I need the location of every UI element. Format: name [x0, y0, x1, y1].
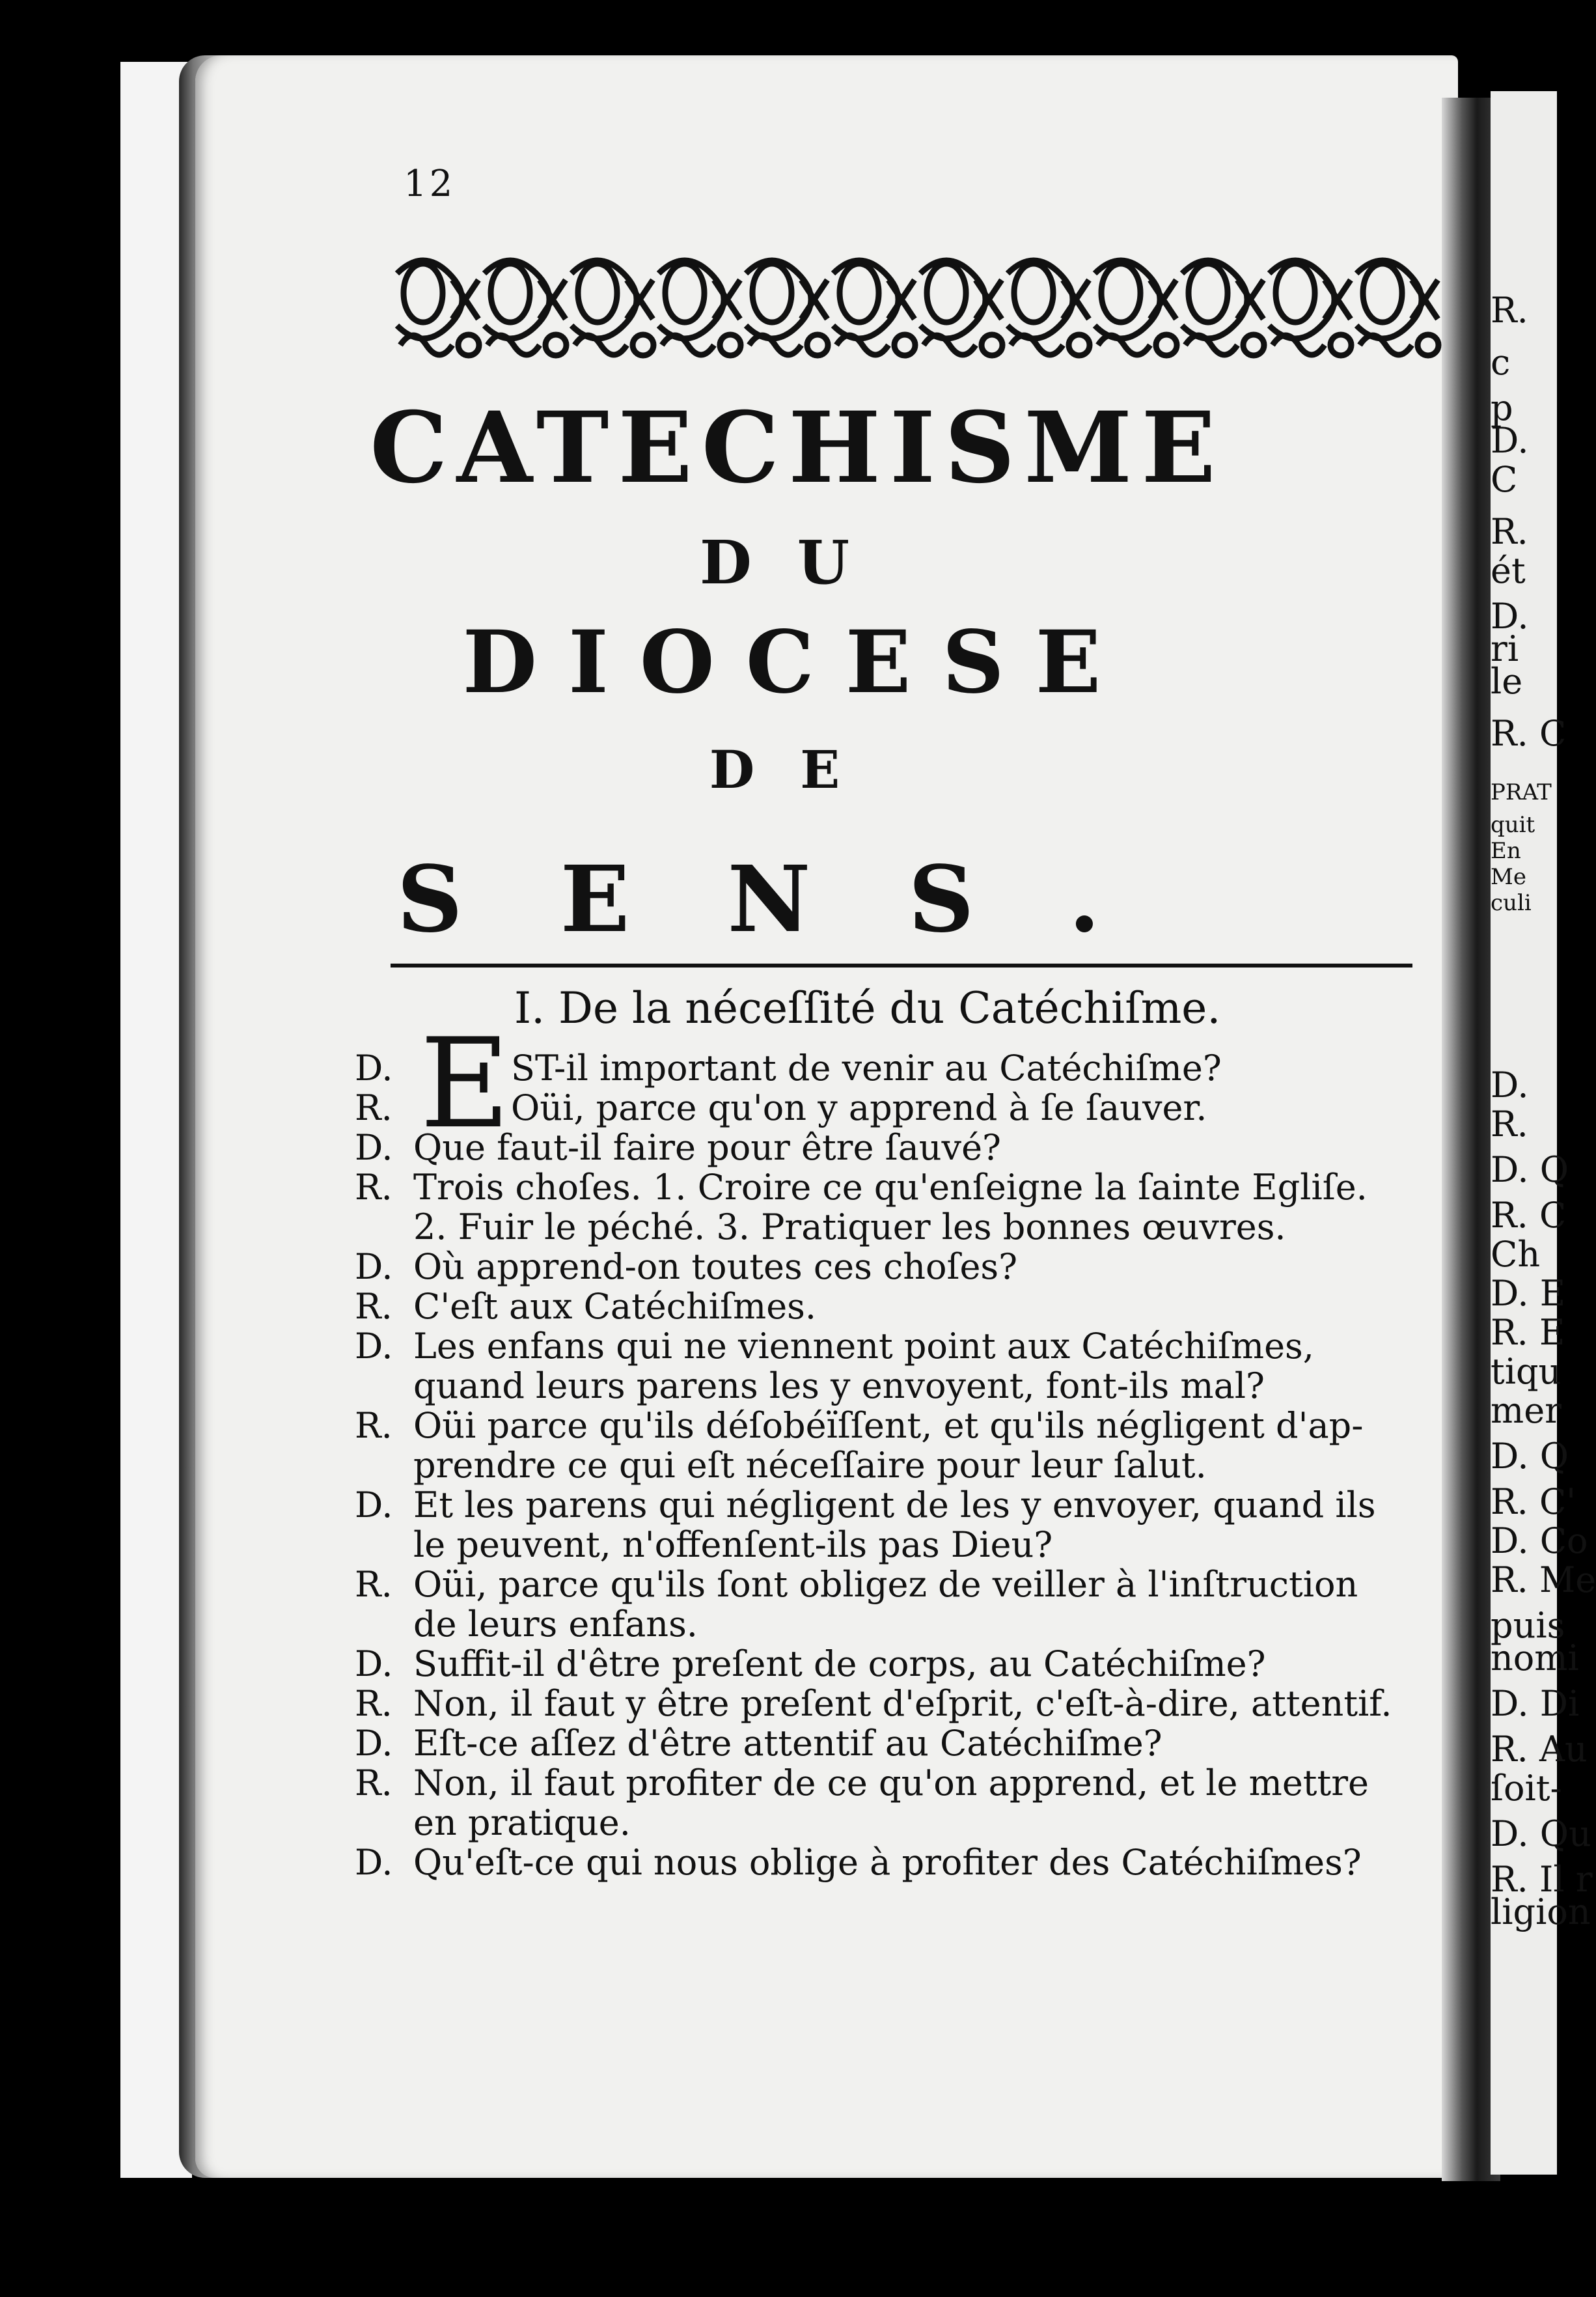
title-de: DE [709, 739, 886, 800]
line-label: D. [355, 1246, 393, 1287]
line-text: Que faut-il faire pour être ſauvé? [413, 1127, 1001, 1168]
text-line [355, 1128, 1422, 1167]
right-page-text: R. C' [1491, 1481, 1576, 1522]
right-page-text: D. Qu [1491, 1813, 1591, 1854]
line-text: Suffit-il d'être preſent de corps, au Catéchiſme? [413, 1643, 1266, 1684]
line-label: D. [355, 1048, 393, 1089]
right-page-text: C [1491, 459, 1518, 500]
ornament-motif [1069, 335, 1090, 355]
line-label: R. [355, 1762, 392, 1803]
right-page-text: mer [1491, 1390, 1562, 1431]
right-page-text: tiqu [1491, 1351, 1562, 1392]
line-text: C'eſt aux Catéchiſmes. [413, 1286, 817, 1327]
right-page-text: Me [1491, 864, 1526, 890]
right-page-text: En [1491, 838, 1521, 864]
title-diocese: DIOCESE [462, 612, 1133, 713]
ornament-motif [1330, 335, 1351, 355]
line-text: Et les parens qui négligent de les y envoyer, quand ils [413, 1484, 1376, 1525]
ornament-motif [1014, 264, 1053, 322]
ornament-motif [633, 335, 654, 355]
line-label: D. [355, 1326, 393, 1367]
text-line [355, 1207, 1422, 1247]
line-label: R. [355, 1564, 392, 1605]
ornament-motif [458, 335, 479, 355]
text-line [355, 1326, 1422, 1366]
text-line [355, 1366, 1422, 1406]
right-page-text: D. [1491, 1065, 1529, 1106]
ornament-motif [578, 264, 617, 322]
right-page-text: D. Di [1491, 1683, 1580, 1724]
text-line [355, 1485, 1422, 1525]
text-line [355, 1723, 1422, 1763]
drop-cap: E [420, 1012, 510, 1156]
text-line [355, 1525, 1422, 1565]
right-page-text: c [1491, 342, 1511, 383]
right-page-text: ligion [1491, 1891, 1591, 1932]
ornament-motif [1276, 264, 1315, 322]
ornament-motif [1418, 335, 1438, 355]
right-page-text: p [1491, 387, 1513, 428]
right-page-text: R. [1491, 1104, 1528, 1145]
ornament-motif [1243, 335, 1264, 355]
right-page-text: quit [1491, 812, 1535, 838]
line-label: R. [355, 1087, 392, 1128]
text-line [355, 1048, 1422, 1088]
right-page-text: R. C [1491, 713, 1567, 754]
text-line [355, 1803, 1422, 1843]
line-text: Oüi, parce qu'on y apprend à ſe ſauver. [511, 1087, 1207, 1128]
ornament-motif [545, 335, 566, 355]
right-page-text: PRAT [1491, 779, 1552, 805]
line-text: Oüi parce qu'ils déſobéïſſent, et qu'ils négligent d'ap- [413, 1405, 1364, 1446]
line-label: D. [355, 1484, 393, 1525]
line-text: Non, il faut y être preſent d'eſprit, c'eſt-à-dire, attentif. [413, 1683, 1392, 1724]
line-label: R. [355, 1405, 392, 1446]
right-page-text: R. C [1491, 1195, 1567, 1236]
right-page-text: R. E [1491, 1312, 1565, 1353]
line-text: en pratique. [413, 1802, 631, 1843]
line-text: Oüi, parce qu'ils ſont obligez de veiller à l'inſtruction [413, 1564, 1358, 1605]
line-label: R. [355, 1683, 392, 1724]
line-text: Trois choſes. 1. Croire ce qu'enſeigne la ſainte Egliſe. [413, 1167, 1368, 1208]
text-line [355, 1445, 1422, 1485]
right-page-text: le [1491, 661, 1523, 702]
right-page-text: ri [1491, 628, 1519, 669]
line-label: D. [355, 1723, 393, 1764]
text-line [355, 1287, 1422, 1326]
text-line [355, 1684, 1422, 1723]
ornament-motif [752, 264, 791, 322]
right-page-text: D. Q [1491, 1436, 1569, 1477]
right-page-text: nomi [1491, 1637, 1579, 1678]
line-label: D. [355, 1127, 393, 1168]
right-page-text: R. Me [1491, 1559, 1596, 1600]
page-number: 12 [404, 163, 456, 205]
line-label: D. [355, 1842, 393, 1883]
ornament-motif [404, 264, 443, 322]
text-line [355, 1763, 1422, 1803]
line-text: de leurs enfans. [413, 1604, 698, 1645]
catechism-text [355, 1048, 1422, 1882]
text-line [355, 1088, 1422, 1128]
right-page-text: R. Au [1491, 1729, 1588, 1770]
line-text: Qu'eſt-ce qui nous oblige à profiter des Catéchiſmes? [413, 1842, 1362, 1883]
line-text: Où apprend-on toutes ces choſes? [413, 1246, 1018, 1287]
right-page-text: D. [1491, 420, 1529, 461]
right-page-text: R. Il r [1491, 1859, 1593, 1900]
line-text: Eſt-ce aſſez d'être attentif au Catéchiſme? [413, 1723, 1163, 1764]
right-page-text: D. E [1491, 1273, 1566, 1314]
line-text: ST-il important de venir au Catéchiſme? [511, 1048, 1222, 1089]
right-page-text: D. Co [1491, 1520, 1588, 1561]
title-sens: SENS. [396, 846, 1198, 953]
right-page-text: R. [1491, 511, 1528, 552]
horizontal-rule [391, 964, 1412, 968]
line-label: D. [355, 1643, 393, 1684]
ornament-motif [1101, 264, 1140, 322]
text-line [355, 1604, 1422, 1644]
right-page-text: puis [1491, 1605, 1565, 1646]
right-page-text: R. [1491, 290, 1528, 331]
ornament-motif [807, 335, 828, 355]
ornament-motif [491, 264, 530, 322]
ornament-motif [665, 264, 704, 322]
right-page-text: D. [1491, 596, 1529, 637]
line-text: le peuvent, n'offenſent-ils pas Dieu? [413, 1524, 1053, 1565]
ornament-band-icon [391, 247, 1438, 371]
text-line [355, 1406, 1422, 1445]
ornament-motif [1156, 335, 1177, 355]
ornament-motif [1363, 264, 1402, 322]
title-du: DU [699, 527, 895, 598]
title-catechisme: CATECHISME [370, 391, 1225, 505]
ornament-motif [1189, 264, 1228, 322]
right-page-text: D. Q [1491, 1149, 1569, 1190]
text-line [355, 1843, 1422, 1882]
line-label: R. [355, 1286, 392, 1327]
text-line [355, 1565, 1422, 1604]
line-text: quand leurs parens les y envoyent, font-ils mal? [413, 1365, 1265, 1406]
text-line [355, 1247, 1422, 1287]
section-heading: I. De la néceſſité du Catéchiſme. [514, 983, 1221, 1033]
text-line [355, 1644, 1422, 1684]
line-text: Les enfans qui ne viennent point aux Catéchiſmes, [413, 1326, 1314, 1367]
ornament-motif [894, 335, 915, 355]
ornament-motif [720, 335, 741, 355]
line-text: prendre ce qui eſt néceſſaire pour leur ſalut. [413, 1445, 1207, 1486]
right-page-fragment [1491, 91, 1596, 2175]
line-text: Non, il faut profiter de ce qu'on apprend, et le mettre [413, 1762, 1369, 1803]
ornament-motif [927, 264, 966, 322]
right-page-text: culi [1491, 890, 1532, 916]
ornament-motif [982, 335, 1002, 355]
right-page-text: ſoit- [1491, 1768, 1562, 1809]
line-label: R. [355, 1167, 392, 1208]
ornament-motif [840, 264, 879, 322]
text-line [355, 1167, 1422, 1207]
line-text: 2. Fuir le péché. 3. Pratiquer les bonnes œuvres. [413, 1206, 1286, 1247]
right-page-text: ét [1491, 550, 1526, 591]
right-page-text: Ch [1491, 1234, 1541, 1275]
